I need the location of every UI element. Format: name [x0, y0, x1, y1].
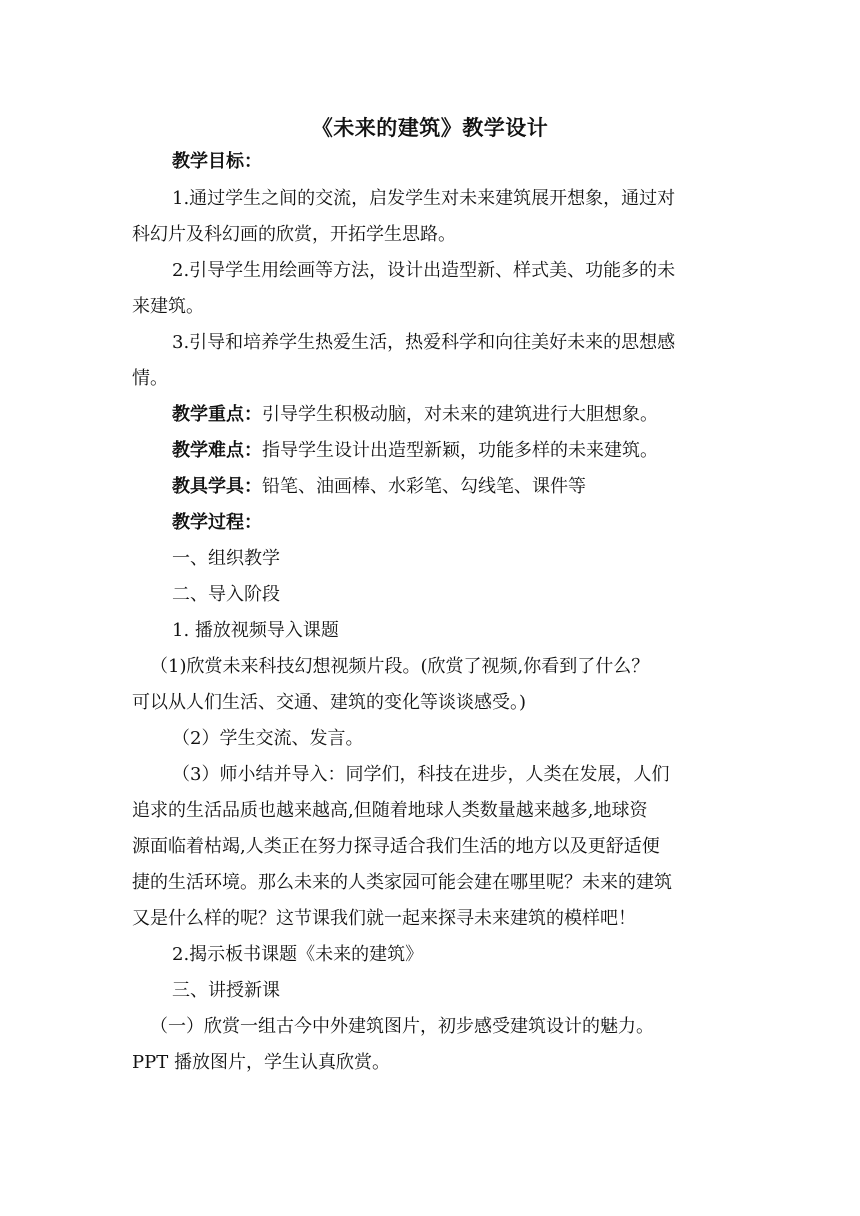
step-1: 1. 播放视频导入课题	[172, 620, 339, 641]
difficulty-label: 教学难点：	[172, 440, 262, 461]
step-1-item-3-line-5: 又是什么样的呢？这节课我们就一起来探寻未来建筑的模样吧！	[132, 908, 636, 929]
objective-1-line-1: 1.通过学生之间的交流，启发学生对未来建筑展开想象，通过对	[172, 188, 676, 209]
step-1-item-2: （2）学生交流、发言。	[172, 728, 364, 749]
sub-1-line-2: PPT 播放图片，学生认真欣赏。	[132, 1052, 390, 1073]
section-2: 二、导入阶段	[172, 584, 280, 605]
document-title: 《未来的建筑》教学设计	[311, 116, 549, 140]
step-1-item-3-line-4: 捷的生活环境。那么未来的人类家园可能会建在哪里呢？未来的建筑	[132, 872, 672, 893]
section-1: 一、组织教学	[172, 548, 280, 569]
sub-1-line-1: （一）欣赏一组古今中外建筑图片，初步感受建筑设计的魅力。	[150, 1016, 654, 1037]
key-point-label: 教学重点：	[172, 404, 262, 425]
step-1-item-1-line-1: （1)欣赏未来科技幻想视频片段。(欣赏了视频,你看到了什么？	[150, 656, 650, 677]
step-1-item-3-line-3: 源面临着枯竭,人类正在努力探寻适合我们生活的地方以及更舒适便	[132, 836, 660, 857]
objective-1-line-2: 科幻片及科幻画的欣赏，开拓学生思路。	[132, 224, 456, 245]
step-1-item-3-line-2: 追求的生活品质也越来越高,但随着地球人类数量越来越多,地球资	[132, 800, 648, 821]
key-point	[172, 403, 658, 427]
difficulty-text: 指导学生设计出造型新颖，功能多样的未来建筑。	[262, 440, 658, 461]
section-3: 三、讲授新课	[172, 980, 280, 1001]
step-1-item-1-line-2: 可以从人们生活、交通、建筑的变化等谈谈感受。)	[132, 692, 527, 713]
tools-text: 铅笔、油画棒、水彩笔、勾线笔、课件等	[262, 476, 586, 497]
difficulty	[172, 439, 658, 463]
objective-2-line-1: 2.引导学生用绘画等方法，设计出造型新、样式美、功能多的未	[172, 260, 676, 281]
tools	[172, 475, 586, 499]
key-point-text: 引导学生积极动脑，对未来的建筑进行大胆想象。	[262, 404, 658, 425]
tools-label: 教具学具：	[172, 476, 262, 497]
objective-2-line-2: 来建筑。	[132, 296, 204, 317]
objective-3-line-1: 3.引导和培养学生热爱生活，热爱科学和向往美好未来的思想感	[172, 332, 676, 353]
objective-3-line-2: 情。	[132, 368, 168, 389]
step-1-item-3-line-1: （3）师小结并导入：同学们，科技在进步，人类在发展，人们	[172, 764, 670, 785]
process-heading: 教学过程：	[172, 512, 262, 533]
objectives-heading: 教学目标：	[172, 151, 262, 172]
step-2: 2.揭示板书课题《未来的建筑》	[172, 944, 424, 965]
